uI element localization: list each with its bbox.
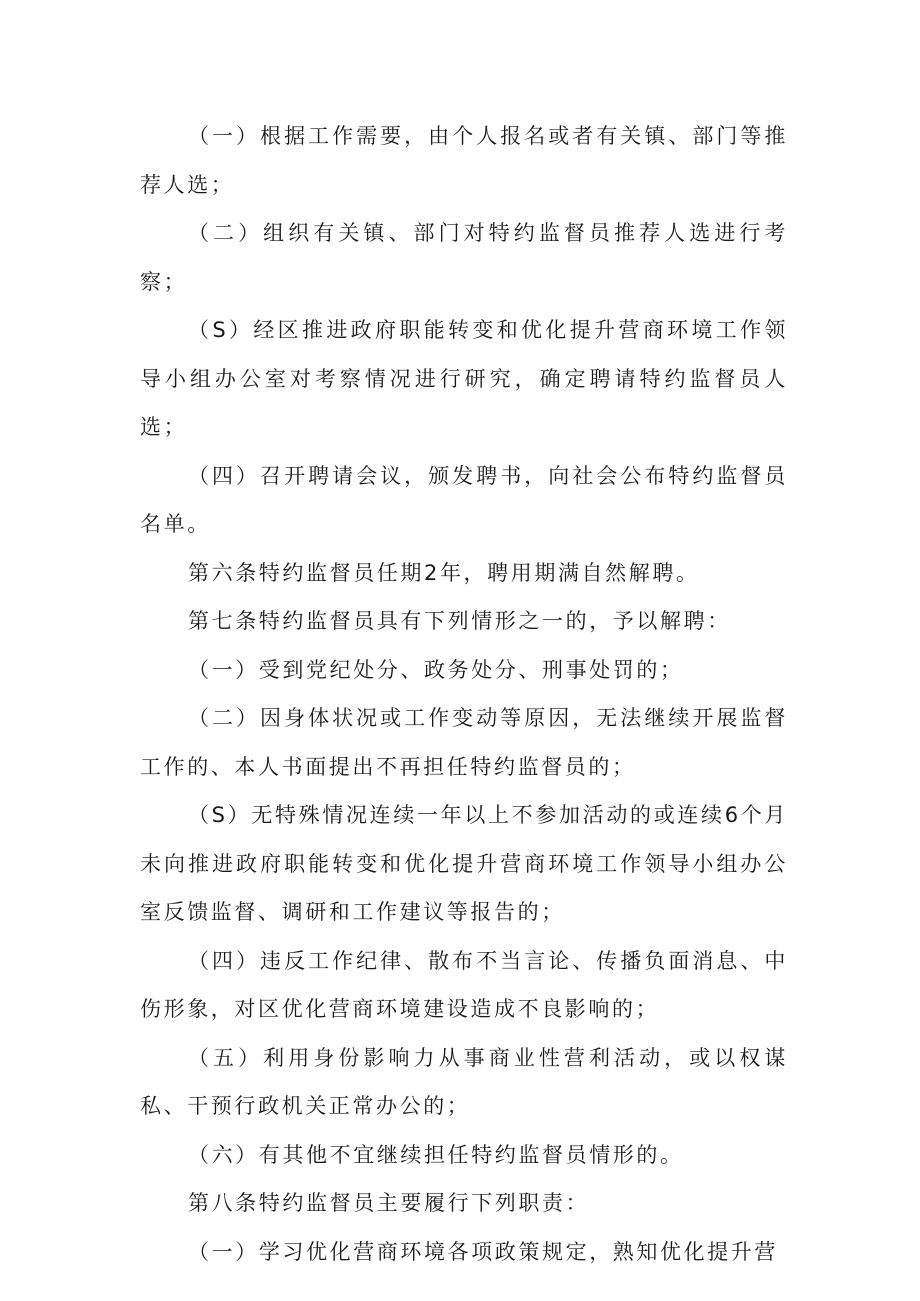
paragraph-item-2: （二）组织有关镇、部门对特约监督员推荐人选进行考察；	[140, 221, 788, 294]
paragraph-item-7: （一）受到党纪处分、政务处分、刑事处罚的；	[188, 657, 684, 682]
document-body	[140, 112, 788, 1276]
paragraph-item-1: （一）根据工作需要，由个人报名或者有关镇、部门等推荐人选；	[140, 124, 788, 197]
paragraph-item-4: （四）召开聘请会议，颁发聘书，向社会公布特约监督员名单。	[140, 463, 788, 536]
paragraph-item-3: （S）经区推进政府职能转变和优化提升营商环境工作领导小组办公室对考察情况进行研究，确定聘请特约监督员人选；	[140, 318, 788, 439]
article-8: 第八条特约监督员主要履行下列职责：	[188, 1191, 590, 1215]
paragraph-item-9: （S）无特殊情况连续一年以上不参加活动的或连续6个月未向推进政府职能转变和优化提升营商环境工作领导小组办公室反馈监督、调研和工作建议等报告的；	[140, 803, 788, 924]
paragraph-item-11: （五）利用身份影响力从事商业性营利活动，或以权谋私、干预行政机关正常办公的；	[140, 1045, 788, 1118]
paragraph-item-8: （二）因身体状况或工作变动等原因，无法继续开展监督工作的、本人书面提出不再担任特约监督员的；	[140, 706, 788, 779]
paragraph-item-14: （一）学习优化营商环境各项政策规定，熟知优化提升营	[188, 1239, 778, 1264]
paragraph-item-10: （四）违反工作纪律、散布不当言论、传播负面消息、中伤形象，对区优化营商环境建设造成不良影响的；	[140, 948, 788, 1021]
article-6: 第六条特约监督员任期2年，聘用期满自然解聘。	[188, 560, 700, 585]
article-7: 第七条特约监督员具有下列情形之一的，予以解聘：	[188, 609, 731, 633]
paragraph-item-12: （六）有其他不宜继续担任特约监督员情形的。	[188, 1142, 684, 1167]
